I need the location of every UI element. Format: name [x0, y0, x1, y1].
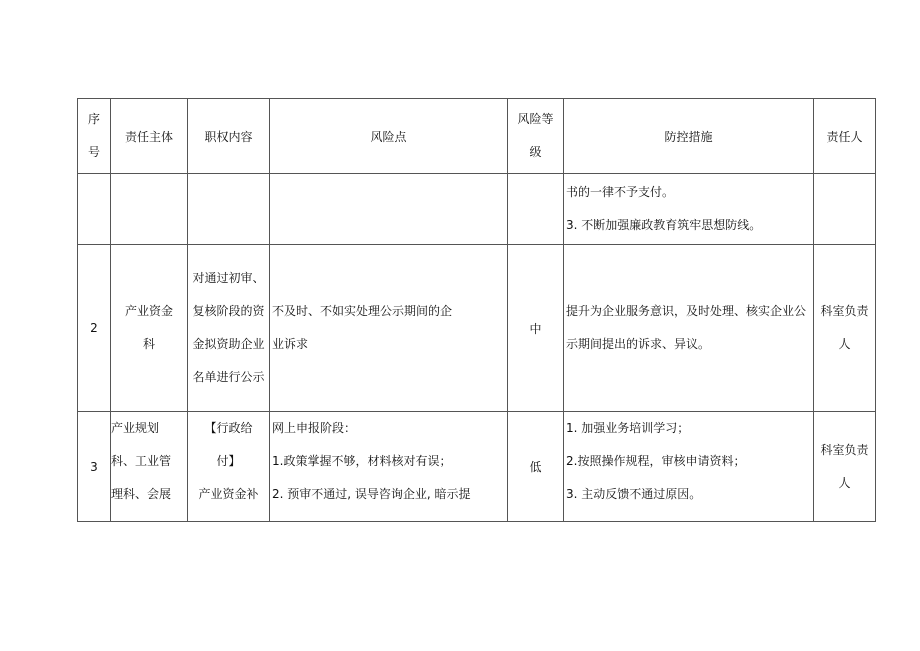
row-owner: [814, 174, 876, 245]
row-risk: [270, 245, 508, 412]
header-risk: 风险点: [270, 99, 508, 174]
row-risk: [270, 412, 508, 522]
duty-line: 对通过初审、: [192, 271, 265, 285]
row-seq: [78, 174, 111, 245]
risk-control-table: [77, 98, 876, 522]
measure-line: 3. 主动反馈不通过原因。: [566, 487, 702, 501]
subject-line: 产业规划: [111, 421, 160, 435]
subject-line: 科: [142, 337, 155, 351]
owner-line: 人: [838, 475, 851, 490]
row-seq: 2: [78, 245, 111, 412]
duty-line: 名单进行公示: [192, 370, 265, 384]
row-risk: [270, 174, 508, 245]
header-seq-line: 号: [87, 145, 100, 159]
risk-line: 业诉求: [272, 337, 309, 351]
owner-line: 人: [838, 337, 851, 351]
row-subject: [111, 174, 188, 245]
duty-line: 付】: [216, 454, 241, 468]
duty-line: 产业资金补: [198, 487, 259, 501]
measure-line: 3. 不断加强廉政教育筑牢思想防线。: [566, 218, 762, 232]
subject-line: 理科、会展: [111, 487, 172, 501]
table-row: [78, 174, 876, 245]
header-level-line: 级: [529, 145, 542, 159]
row-owner: [814, 412, 876, 522]
table-row: [78, 412, 876, 522]
row-subject: [111, 245, 188, 412]
row-measures: [564, 174, 814, 245]
row-owner: [814, 245, 876, 412]
risk-line: 1.政策掌握不够，材料核对有误；: [272, 454, 452, 468]
row-measures: [564, 245, 814, 412]
row-level: [508, 174, 564, 245]
table-row: [78, 245, 876, 412]
measure-line: 提升为企业服务意识，及时处理、核实企业公: [566, 304, 807, 318]
header-row: [78, 99, 876, 174]
row-level: 低: [508, 412, 564, 522]
subject-line: 产业资金: [124, 304, 173, 318]
duty-line: 【行政给: [204, 421, 253, 435]
measure-line: 示期间提出的诉求、异议。: [566, 337, 711, 351]
header-duty: 职权内容: [188, 99, 270, 174]
measure-line: 1. 加强业务培训学习；: [566, 421, 690, 435]
subject-line: 科、工业管: [111, 454, 172, 468]
duty-line: 金拟资助企业: [192, 337, 265, 351]
risk-line: 不及时、不如实处理公示期间的企: [272, 304, 453, 318]
measure-line: 2.按照操作规程，审核申请资料；: [566, 454, 746, 468]
row-duty: [188, 412, 270, 522]
header-owner: 责任人: [814, 99, 876, 174]
row-level: 中: [508, 245, 564, 412]
row-duty: [188, 245, 270, 412]
row-duty: [188, 174, 270, 245]
measure-line: 书的一律不予支付。: [566, 185, 675, 199]
header-subject: 责任主体: [111, 99, 188, 174]
header-level-line: 风险等: [517, 112, 554, 126]
header-level: [508, 99, 564, 174]
risk-line: 网上申报阶段：: [272, 421, 357, 435]
owner-line: 科室负责: [820, 304, 869, 318]
header-seq: [78, 99, 111, 174]
row-measures: [564, 412, 814, 522]
row-subject: [111, 412, 188, 522]
header-seq-line: 序: [87, 112, 100, 126]
risk-line: 2. 预审不通过, 误导咨询企业, 暗示提: [272, 487, 471, 501]
owner-line: 科室负责: [820, 442, 869, 457]
row-seq: 3: [78, 412, 111, 522]
header-measures: 防控措施: [564, 99, 814, 174]
duty-line: 复核阶段的资: [192, 304, 265, 318]
